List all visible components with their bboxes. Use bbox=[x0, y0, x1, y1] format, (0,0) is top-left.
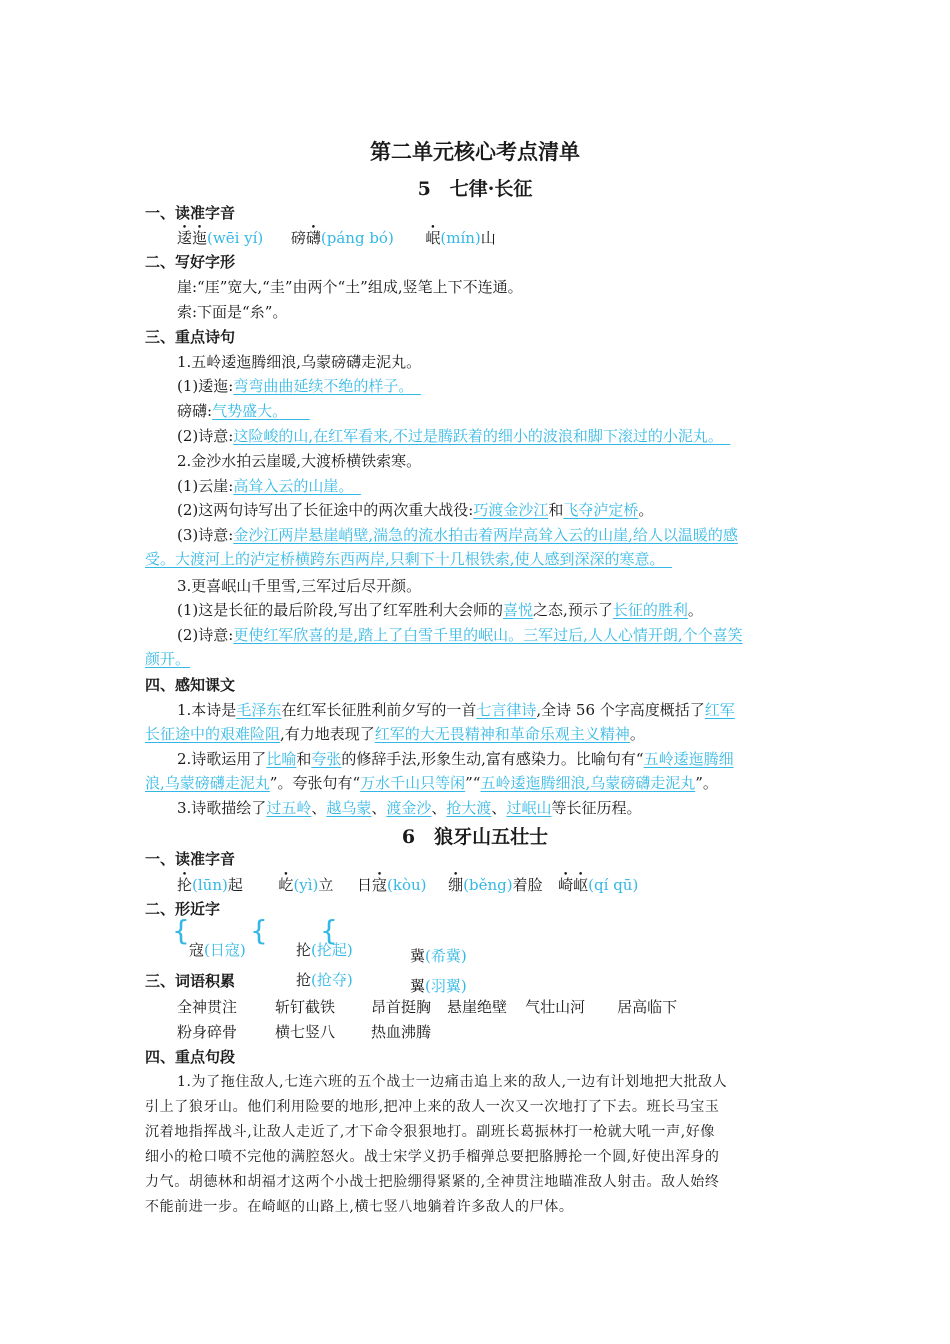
answer: 喜悦 bbox=[503, 601, 534, 619]
answer: 渡金沙 bbox=[386, 799, 432, 817]
dotted-char: 迤 bbox=[192, 229, 208, 247]
annotation-row bbox=[177, 399, 310, 423]
annotation-row bbox=[177, 474, 361, 498]
l6-heading-key-passage: 四、重点句段 bbox=[145, 1048, 236, 1066]
answer: 五岭逶迤腾细浪,乌蒙磅礴走泥丸 bbox=[480, 774, 696, 792]
answer: 七言律诗 bbox=[476, 701, 537, 719]
poem-line-3: 3.更喜岷山千里雪,三军过后尽开颜。 bbox=[177, 577, 422, 595]
passage-line: 力气。胡德林和胡福才这两个小战士把脸绷得紧紧的,全神贯注地瞄准敌人射击。敌人始终 bbox=[145, 1174, 720, 1190]
plain-char: 山 bbox=[480, 229, 496, 247]
answer: 受。大渡河上的泸定桥横跨东西两岸,只剩下十几根铁索,使人感到深深的寒意。 bbox=[145, 550, 658, 568]
answer: 长征途中的艰难险阻 bbox=[145, 725, 281, 743]
l5-pronunciation-row bbox=[177, 226, 496, 250]
comprehension-1: 1.本诗是毛泽东在红军长征胜利前夕写的一首七言律诗,全诗 56 个字高度概括了红军 bbox=[177, 701, 735, 719]
l6-heading-similar-chars: 二、形近字 bbox=[145, 900, 221, 918]
label: (1)这是长征的最后阶段,写出了红军胜利大会师的 bbox=[177, 601, 504, 619]
annotation-row bbox=[177, 623, 743, 647]
poem-line-1: 1.五岭逶迤腾细浪,乌蒙磅礴走泥丸。 bbox=[177, 353, 422, 371]
answer: 万水千山只等闲 bbox=[360, 774, 466, 792]
brace-icon: { bbox=[320, 914, 338, 947]
vocab-row: 粉身碎骨 横七竖八 热血沸腾 bbox=[177, 1023, 432, 1041]
label: 磅礴: bbox=[177, 402, 213, 420]
dotted-char: 逶 bbox=[177, 229, 193, 247]
passage-line: 1.为了拖住敌人,七连六班的五个战士一边痛击追上来的敌人,一边有计划地把大批敌人 bbox=[177, 1074, 728, 1090]
similar-char-pair: 抡(抡起) bbox=[296, 941, 353, 959]
l5-heading-comprehension: 四、感知课文 bbox=[145, 676, 236, 694]
passage-line: 不能前进一步。在崎岖的山路上,横七竖八地躺着许多敌人的尸体。 bbox=[145, 1199, 574, 1215]
similar-char-pair: 翼(羽翼) bbox=[410, 977, 467, 995]
l5-heading-key-lines: 三、重点诗句 bbox=[145, 328, 236, 346]
pinyin: (qí qū) bbox=[588, 876, 639, 894]
dotted-char: 屹 bbox=[278, 876, 294, 894]
comprehension-2: 2.诗歌运用了比喻和夸张的修辞手法,形象生动,富有感染力。比喻句有“五岭逶迤腾细 bbox=[177, 750, 734, 768]
poem-line-2: 2.金沙水拍云崖暖,大渡桥横铁索寒。 bbox=[177, 452, 422, 470]
pinyin: (wēi yí) bbox=[207, 229, 264, 247]
comprehension-2-cont: 浪,乌蒙磅礴走泥丸”。夸张句有“万水千山只等闲”“五岭逶迤腾细浪,乌蒙磅礴走泥丸”。 bbox=[145, 774, 718, 792]
vocab-row: 全神贯注 斩钉截铁 昂首挺胸 悬崖绝壁 气壮山河 居高临下 bbox=[177, 998, 678, 1016]
answer: 过岷山 bbox=[506, 799, 552, 817]
label: (1)逶迤: bbox=[177, 377, 234, 395]
lesson6-title: 6 狼牙山五壮士 bbox=[401, 826, 549, 848]
answer: 毛泽东 bbox=[236, 701, 282, 719]
plain-char: 磅 bbox=[290, 229, 306, 247]
answer: 巧渡金沙江 bbox=[473, 501, 549, 519]
pinyin: (páng bó) bbox=[320, 229, 394, 247]
page-title: 第二单元核心考点清单 bbox=[370, 139, 580, 164]
passage-line: 细小的枪口喷不完他的满腔怒火。战士宋学义扔手榴弹总要把胳膊抡一个圆,好使出浑身的 bbox=[145, 1149, 720, 1165]
answer: 五岭逶迤腾细 bbox=[643, 750, 734, 768]
answer: 飞夺泸定桥 bbox=[563, 501, 639, 519]
dotted-char: 岷 bbox=[425, 229, 441, 247]
annotation-row bbox=[177, 523, 738, 547]
annotation-row bbox=[177, 424, 730, 448]
lesson5-title: 5 七律·长征 bbox=[417, 178, 533, 200]
answer: 更使红军欣喜的是,踏上了白雪千里的岷山。三军过后,人人心情开朗,个个喜笑 bbox=[233, 626, 743, 644]
similar-char-pair: 寇(日寇) bbox=[189, 941, 246, 959]
answer: 弯弯曲曲延续不绝的样子。 bbox=[233, 377, 406, 395]
annotation-row-cont bbox=[145, 647, 190, 671]
answer: 浪,乌蒙磅礴走泥丸 bbox=[145, 774, 270, 792]
dotted-char: 岖 bbox=[573, 876, 589, 894]
answer: 抢大渡 bbox=[446, 799, 492, 817]
answer: 气势盛大。 bbox=[212, 402, 280, 420]
label: (3)诗意: bbox=[177, 526, 234, 544]
dotted-char: 礴 bbox=[305, 229, 321, 247]
l6-pronunciation-row: 抡(lūn)起 屹(yì)立 日寇(kòu) 绷(běng)着脸 崎岖(qí qū) bbox=[177, 876, 639, 894]
l5-heading-form: 二、写好字形 bbox=[145, 253, 236, 271]
pinyin: (yì) bbox=[293, 876, 319, 894]
answer: 比喻 bbox=[266, 750, 297, 768]
dotted-char: 寇 bbox=[372, 876, 388, 894]
answer: 高耸入云的山崖。 bbox=[233, 477, 346, 495]
answer: 颜开。 bbox=[145, 650, 191, 668]
pinyin: (lūn) bbox=[192, 876, 228, 894]
form-note-2: 索:下面是“糸”。 bbox=[177, 303, 288, 321]
comprehension-1-cont: 长征途中的艰难险阻,有力地表现了红军的大无畏精神和革命乐观主义精神。 bbox=[145, 725, 645, 743]
annotation-row-cont bbox=[145, 547, 672, 571]
dotted-char: 崎 bbox=[558, 876, 574, 894]
brace-icon: { bbox=[172, 914, 190, 947]
answer: 过五岭 bbox=[266, 799, 312, 817]
label: (2)诗意: bbox=[177, 427, 234, 445]
dotted-char: 绷 bbox=[448, 876, 464, 894]
answer: 红军 bbox=[704, 701, 735, 719]
passage-line: 引上了狼牙山。他们利用险要的地形,把冲上来的敌人一次又一次地打了下去。班长马宝玉 bbox=[145, 1099, 720, 1115]
l6-heading-pronunciation: 一、读准字音 bbox=[145, 850, 236, 868]
label: (2)这两句诗写出了长征途中的两次重大战役: bbox=[177, 501, 474, 519]
l6-heading-vocabulary: 三、词语积累 bbox=[145, 972, 236, 990]
answer: 越乌蒙 bbox=[326, 799, 372, 817]
pinyin: (běng) bbox=[463, 876, 513, 894]
answer: 长征的胜利 bbox=[612, 601, 688, 619]
l5-heading-pronunciation: 一、读准字音 bbox=[145, 204, 236, 222]
annotation-row: (2)这两句诗写出了长征途中的两次重大战役:巧渡金沙江和飞夺泸定桥。 bbox=[177, 501, 654, 519]
annotation-row: (1)这是长征的最后阶段,写出了红军胜利大会师的喜悦之态,预示了长征的胜利。 bbox=[177, 601, 703, 619]
annotation-row bbox=[177, 374, 421, 398]
comprehension-3: 3.诗歌描绘了过五岭、越乌蒙、渡金沙、抢大渡、过岷山等长征历程。 bbox=[177, 799, 642, 817]
answer: 金沙江两岸悬崖峭壁,湍急的流水拍击着两岸高耸入云的山崖,给人以温暖的感 bbox=[233, 526, 738, 544]
label: (2)诗意: bbox=[177, 626, 234, 644]
pinyin: (mín) bbox=[440, 229, 481, 247]
pinyin: (kòu) bbox=[387, 876, 427, 894]
similar-char-pair: 抢(抢夺) bbox=[296, 971, 353, 989]
label: (1)云崖: bbox=[177, 477, 234, 495]
passage-line: 沉着地指挥战斗,让敌人走近了,才下命令狠狠地打。副班长葛振林打一枪就大吼一声,好像 bbox=[145, 1124, 715, 1140]
answer: 红军的大无畏精神和革命乐观主义精神 bbox=[374, 725, 630, 743]
dotted-char: 抡 bbox=[177, 876, 193, 894]
answer: 夸张 bbox=[311, 750, 342, 768]
similar-char-pair: 冀(希冀) bbox=[410, 947, 467, 965]
brace-icon: { bbox=[250, 914, 268, 947]
answer: 这险峻的山,在红军看来,不过是腾跃着的细小的波浪和脚下滚过的小泥丸。 bbox=[233, 427, 716, 445]
form-note-1: 崖:“厓”宽大,“圭”由两个“土”组成,竖笔上下不连通。 bbox=[177, 278, 523, 296]
